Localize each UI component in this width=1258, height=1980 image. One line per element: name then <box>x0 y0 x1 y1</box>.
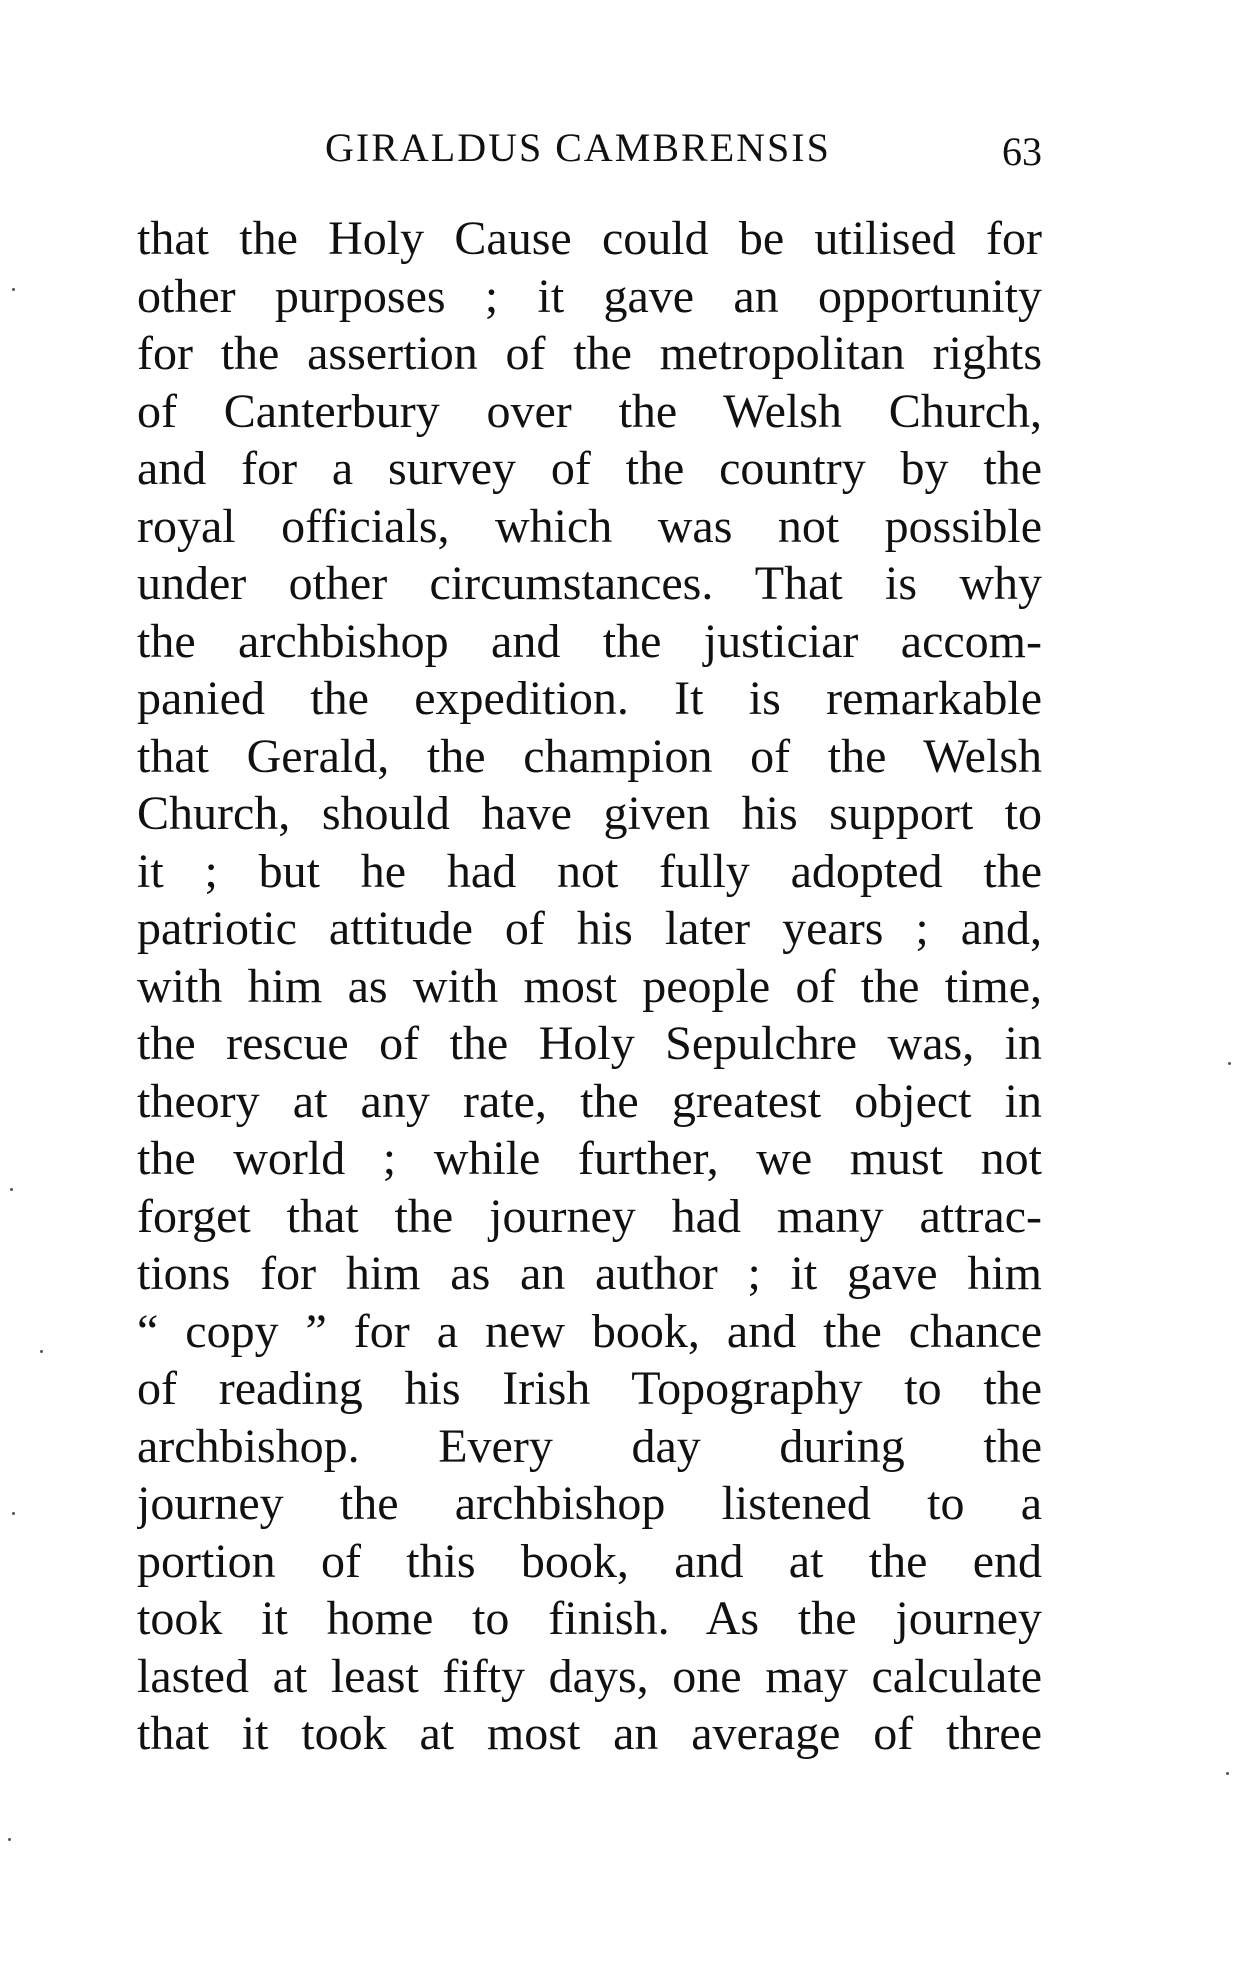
text-line: took it home to finish. As the journey <box>137 1592 1042 1645</box>
text-line: the archbishop and the justiciar accom- <box>137 614 1042 668</box>
text-line: that the Holy Cause could be utilised for <box>137 212 1042 265</box>
scan-speck <box>12 288 15 291</box>
text-line: under other circumstances. That is why <box>137 557 1042 610</box>
text-line: portion of this book, and at the end <box>137 1534 1042 1588</box>
text-line: royal officials, which was not possible <box>137 499 1042 553</box>
scan-speck <box>8 1838 11 1841</box>
scan-speck <box>12 1512 15 1515</box>
page-number: 63 <box>1002 129 1042 174</box>
text-line: the rescue of the Holy Sepulchre was, in <box>137 1017 1042 1070</box>
text-line: with him as with most people of the time, <box>137 959 1042 1013</box>
scan-speck <box>10 1188 13 1191</box>
running-title: GIRALDUS CAMBRENSIS <box>325 125 831 170</box>
text-line: the world ; while further, we must not <box>137 1132 1042 1185</box>
text-line: panied the expedition. It is remarkable <box>137 672 1042 725</box>
text-line: “ copy ” for a new book, and the chance <box>137 1304 1042 1358</box>
text-line: archbishop. Every day during the <box>137 1419 1042 1473</box>
scan-speck <box>1228 1062 1231 1065</box>
text-line: journey the archbishop listened to a <box>137 1477 1042 1530</box>
body-text <box>137 210 1042 1763</box>
text-line: patriotic attitude of his later years ; and, <box>137 902 1042 955</box>
text-line: forget that the journey had many attrac- <box>137 1189 1042 1243</box>
text-line: that it took at most an average of three <box>137 1707 1042 1760</box>
text-line: and for a survey of the country by the <box>137 442 1042 495</box>
text-line: for the assertion of the metropolitan rights <box>137 327 1042 380</box>
text-line: theory at any rate, the greatest object in <box>137 1074 1042 1128</box>
text-line: tions for him as an author ; it gave him <box>137 1247 1042 1300</box>
text-line: of Canterbury over the Welsh Church, <box>137 384 1042 438</box>
scan-speck <box>40 1350 43 1353</box>
text-line: Church, should have given his support to <box>137 787 1042 840</box>
text-line: that Gerald, the champion of the Welsh <box>137 729 1042 783</box>
text-line: it ; but he had not fully adopted the <box>137 844 1042 898</box>
text-line: lasted at least fifty days, one may calculate <box>137 1649 1042 1703</box>
running-head <box>137 118 1042 178</box>
text-line: of reading his Irish Topography to the <box>137 1362 1042 1415</box>
scan-speck <box>1226 1772 1229 1775</box>
text-line: other purposes ; it gave an opportunity <box>137 269 1042 323</box>
